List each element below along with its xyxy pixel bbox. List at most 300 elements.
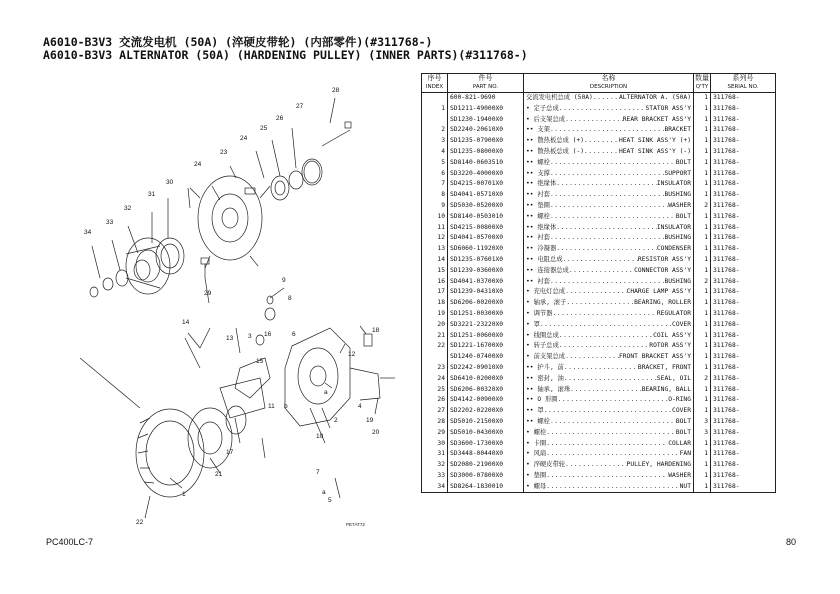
callout-24: 24 bbox=[240, 135, 248, 142]
cell-serial: 311768- bbox=[711, 190, 776, 201]
callout-30-top: 24 bbox=[194, 161, 202, 168]
cell-description bbox=[524, 374, 694, 385]
cell-index: 11 bbox=[422, 223, 448, 234]
table-row bbox=[422, 406, 776, 417]
cell-qty: 1 bbox=[694, 212, 711, 223]
table-row bbox=[422, 341, 776, 352]
table-row bbox=[422, 244, 776, 255]
table-row bbox=[422, 255, 776, 266]
cell-description bbox=[524, 309, 694, 320]
leader-dots bbox=[544, 406, 672, 417]
cell-part-no: SD1235-07601X0 bbox=[448, 255, 524, 266]
cell-qty: 1 bbox=[694, 266, 711, 277]
cell-description-cn: •• 衬套 bbox=[526, 234, 550, 242]
callout-15: 15 bbox=[256, 358, 264, 365]
cell-index: 26 bbox=[422, 395, 448, 406]
cell-description-en: COLLAR bbox=[668, 439, 691, 447]
leader-dots bbox=[550, 190, 664, 201]
cell-description-cn: •• 连接器总成 bbox=[526, 266, 569, 274]
cell-index: 29 bbox=[422, 428, 448, 439]
callout-1: 1 bbox=[182, 491, 186, 498]
header-index-en: INDEX bbox=[422, 83, 448, 93]
cell-description bbox=[524, 298, 694, 309]
cell-description-cn: • 后支架总成 bbox=[526, 115, 566, 123]
cell-description bbox=[524, 169, 694, 180]
cell-description-cn: 交流发电机总成 (50A) bbox=[526, 94, 593, 101]
cell-index: 31 bbox=[422, 449, 448, 460]
cell-index: 16 bbox=[422, 277, 448, 288]
cell-qty: 3 bbox=[694, 417, 711, 428]
cell-description-cn: •• 轴承, 滚珠 bbox=[526, 385, 571, 393]
table-row bbox=[422, 363, 776, 374]
cell-description-cn: •• 散热板总成 (+) bbox=[526, 137, 585, 145]
leader-dots bbox=[546, 471, 668, 482]
cell-serial: 311768- bbox=[711, 244, 776, 255]
cell-description bbox=[524, 104, 694, 115]
leader-dots bbox=[584, 136, 619, 147]
callout-14: 14 bbox=[182, 319, 190, 326]
cell-index: 10 bbox=[422, 212, 448, 223]
cell-description-en: BRACKET, FRONT bbox=[637, 363, 691, 371]
cell-qty: 1 bbox=[694, 244, 711, 255]
cell-serial: 311768- bbox=[711, 374, 776, 385]
cell-description-cn: • 前支架总成 bbox=[526, 353, 566, 361]
cell-index: 9 bbox=[422, 201, 448, 212]
header-qty-cn: 数量 bbox=[695, 74, 709, 82]
cell-description-cn: •• O 形圈 bbox=[526, 396, 558, 404]
callout-28: 28 bbox=[332, 87, 340, 94]
table-row bbox=[422, 190, 776, 201]
cell-description-en: CONNECTOR ASS'Y bbox=[634, 266, 691, 274]
cell-index: 23 bbox=[422, 363, 448, 374]
cell-description-en: FRONT BRACKET ASS'Y bbox=[618, 353, 691, 361]
cell-description bbox=[524, 158, 694, 169]
table-row bbox=[422, 125, 776, 136]
cell-description-cn: • 风扇 bbox=[526, 450, 547, 458]
callout-5: 5 bbox=[328, 497, 332, 504]
cell-description-cn: •• 支撑 bbox=[526, 169, 550, 177]
cell-index: 2 bbox=[422, 125, 448, 136]
cell-part-no: SD1235-07900X0 bbox=[448, 136, 524, 147]
cell-index: 33 bbox=[422, 471, 448, 482]
cell-description-cn: • 淬硬皮带轮 bbox=[526, 461, 566, 469]
cell-qty: 1 bbox=[694, 385, 711, 396]
cell-part-no: 600-821-9690 bbox=[448, 93, 524, 104]
cell-qty: 1 bbox=[694, 395, 711, 406]
leader-dots bbox=[565, 460, 626, 471]
cell-serial: 311768- bbox=[711, 428, 776, 439]
cell-qty: 2 bbox=[694, 201, 711, 212]
table-row bbox=[422, 482, 776, 493]
table-row bbox=[422, 331, 776, 342]
leader-dots bbox=[550, 158, 676, 169]
cell-part-no: SD5010-21500X0 bbox=[448, 417, 524, 428]
cell-description bbox=[524, 449, 694, 460]
cell-description bbox=[524, 395, 694, 406]
cell-description-en: O-RING bbox=[668, 396, 691, 404]
cell-qty: 1 bbox=[694, 190, 711, 201]
cell-description-cn: •• 螺栓 bbox=[526, 158, 550, 166]
cell-part-no: SD1235-08000X0 bbox=[448, 147, 524, 158]
cell-qty: 1 bbox=[694, 93, 711, 104]
leader-dots bbox=[564, 374, 657, 385]
callout-16: 16 bbox=[264, 331, 272, 338]
cell-description-en: ALTERNATOR A. (50A) bbox=[618, 94, 691, 101]
leader-dots bbox=[559, 341, 650, 352]
callout-3: 3 bbox=[248, 333, 252, 340]
cell-part-no: SD2242-09010X0 bbox=[448, 363, 524, 374]
cell-serial: 311768- bbox=[711, 266, 776, 277]
cell-part-no: SD3000-07800X0 bbox=[448, 471, 524, 482]
cell-description-en: WASHER bbox=[668, 201, 691, 209]
cell-description bbox=[524, 233, 694, 244]
cell-description-en: SEAL, OIL bbox=[656, 374, 691, 382]
leader-dots bbox=[546, 439, 668, 450]
cell-index: 32 bbox=[422, 460, 448, 471]
table-row bbox=[422, 428, 776, 439]
cell-qty: 1 bbox=[694, 363, 711, 374]
cell-description-en: BUSHING bbox=[664, 277, 691, 285]
cell-description bbox=[524, 331, 694, 342]
cell-part-no: SD4142-00900X0 bbox=[448, 395, 524, 406]
leader-dots bbox=[550, 125, 664, 136]
cell-description bbox=[524, 277, 694, 288]
cell-description-cn: •• 螺栓 bbox=[526, 417, 550, 425]
footer-page-number: 80 bbox=[786, 537, 797, 547]
cell-serial: 311768- bbox=[711, 125, 776, 136]
cell-serial: 311768- bbox=[711, 309, 776, 320]
cell-index: 20 bbox=[422, 320, 448, 331]
table-row bbox=[422, 309, 776, 320]
cell-description-en: NUT bbox=[679, 482, 691, 490]
table-row bbox=[422, 471, 776, 482]
callout-12: 12 bbox=[348, 351, 356, 358]
leader-dots bbox=[550, 212, 676, 223]
cell-part-no: SD2080-21900X0 bbox=[448, 460, 524, 471]
cell-description bbox=[524, 93, 694, 104]
table-row bbox=[422, 449, 776, 460]
cell-description-en: CHARGE LAMP ASS'Y bbox=[626, 288, 691, 296]
cell-serial: 311768- bbox=[711, 158, 776, 169]
cell-description-cn: •• 密封, 油 bbox=[526, 374, 564, 382]
cell-part-no: SD1251-00600X0 bbox=[448, 331, 524, 342]
cell-description-en: COIL ASS'Y bbox=[653, 331, 691, 339]
cell-description-cn: •• 罩 bbox=[526, 407, 544, 415]
cell-serial: 311768- bbox=[711, 93, 776, 104]
cell-serial: 311768- bbox=[711, 417, 776, 428]
leader-dots bbox=[550, 277, 664, 288]
cell-part-no: SD6410-02000X0 bbox=[448, 374, 524, 385]
cell-index: 17 bbox=[422, 287, 448, 298]
cell-index: 1 bbox=[422, 104, 448, 115]
cell-description-en: SUPPORT bbox=[664, 169, 691, 177]
callout-32: 32 bbox=[124, 205, 132, 212]
cell-description-cn: • 罩 bbox=[526, 320, 540, 328]
cell-index: 12 bbox=[422, 233, 448, 244]
leader-dots bbox=[552, 309, 656, 320]
cell-qty: 1 bbox=[694, 406, 711, 417]
cell-description bbox=[524, 212, 694, 223]
header-serial-cn: 系列号 bbox=[711, 74, 776, 84]
callout-8: 8 bbox=[288, 295, 292, 302]
cell-description-en: COVER bbox=[672, 407, 691, 415]
cell-description-en: INSULATOR bbox=[656, 180, 691, 188]
cell-part-no: SD8140-0503010 bbox=[448, 212, 524, 223]
cell-serial: 311768- bbox=[711, 320, 776, 331]
cell-description-en: FAN bbox=[679, 450, 691, 458]
cell-part-no: SD1251-00300X0 bbox=[448, 309, 524, 320]
callout-7: 7 bbox=[316, 469, 320, 476]
cell-description bbox=[524, 352, 694, 363]
leader-dots bbox=[558, 395, 669, 406]
cell-description-cn: •• 螺栓 bbox=[526, 212, 550, 220]
cell-part-no: SD1221-16700X0 bbox=[448, 341, 524, 352]
cell-serial: 311768- bbox=[711, 352, 776, 363]
cell-serial: 311768- bbox=[711, 179, 776, 190]
cell-description-cn: • 调节器 bbox=[526, 309, 553, 317]
cell-description bbox=[524, 136, 694, 147]
cell-description-cn: •• 冷凝器 bbox=[526, 245, 557, 253]
cell-part-no: SD2202-02200X0 bbox=[448, 406, 524, 417]
cell-part-no: SD4215-00701X0 bbox=[448, 179, 524, 190]
cell-description-en: REAR BRACKET ASS'Y bbox=[622, 115, 691, 123]
cell-description bbox=[524, 341, 694, 352]
cell-qty: 1 bbox=[694, 233, 711, 244]
cell-qty: 1 bbox=[694, 309, 711, 320]
cell-description bbox=[524, 223, 694, 234]
cell-qty: 1 bbox=[694, 255, 711, 266]
table-row bbox=[422, 298, 776, 309]
leader-dots bbox=[559, 104, 646, 115]
cell-qty: 1 bbox=[694, 471, 711, 482]
cell-qty: 1 bbox=[694, 179, 711, 190]
cell-serial: 311768- bbox=[711, 169, 776, 180]
cell-description bbox=[524, 471, 694, 482]
cell-index: 13 bbox=[422, 244, 448, 255]
cell-description-en: BOLT bbox=[675, 158, 691, 166]
cell-description bbox=[524, 287, 694, 298]
cell-description-cn: •• 衬套 bbox=[526, 191, 550, 199]
leader-dots bbox=[556, 244, 657, 255]
callout-19: 19 bbox=[366, 417, 374, 424]
cell-description bbox=[524, 244, 694, 255]
cell-description-en: BUSHING bbox=[664, 191, 691, 199]
cell-index: 6 bbox=[422, 169, 448, 180]
cell-part-no: SD1239-03600X0 bbox=[448, 266, 524, 277]
cell-qty: 1 bbox=[694, 341, 711, 352]
leader-dots bbox=[566, 298, 634, 309]
callout-11: 11 bbox=[268, 403, 275, 410]
cell-description-cn: • 转子总成 bbox=[526, 342, 559, 350]
cell-description bbox=[524, 482, 694, 493]
cell-part-no: SD1230-19400X0 bbox=[448, 115, 524, 126]
cell-qty: 1 bbox=[694, 287, 711, 298]
cell-description-en: BUSHING bbox=[664, 234, 691, 242]
table-row bbox=[422, 320, 776, 331]
cell-qty: 1 bbox=[694, 125, 711, 136]
cell-part-no: SD4041-03700X0 bbox=[448, 277, 524, 288]
cell-description bbox=[524, 320, 694, 331]
cell-qty: 1 bbox=[694, 320, 711, 331]
cell-description bbox=[524, 417, 694, 428]
callout-b: b bbox=[284, 403, 288, 410]
cell-serial: 311768- bbox=[711, 341, 776, 352]
table-row bbox=[422, 439, 776, 450]
leader-dots bbox=[569, 266, 634, 277]
cell-description bbox=[524, 125, 694, 136]
cell-index: 7 bbox=[422, 179, 448, 190]
cell-qty: 3 bbox=[694, 428, 711, 439]
cell-serial: 311768- bbox=[711, 201, 776, 212]
cell-description-en: HEAT SINK ASS'Y (-) bbox=[618, 147, 691, 155]
cell-serial: 311768- bbox=[711, 212, 776, 223]
cell-description-en: BOLT bbox=[675, 428, 691, 436]
cell-index: 3 bbox=[422, 136, 448, 147]
cell-description-cn: • 螺栓 bbox=[526, 428, 547, 436]
cell-index: 4 bbox=[422, 147, 448, 158]
callout-33: 33 bbox=[106, 219, 114, 226]
cell-serial: 311768- bbox=[711, 136, 776, 147]
cell-part-no: SD1239-04310X0 bbox=[448, 287, 524, 298]
cell-description bbox=[524, 385, 694, 396]
cell-serial: 311768- bbox=[711, 460, 776, 471]
leader-dots bbox=[564, 363, 638, 374]
cell-index: 5 bbox=[422, 158, 448, 169]
cell-description-cn: •• 电阻总成 bbox=[526, 255, 563, 263]
cell-qty: 1 bbox=[694, 352, 711, 363]
cell-description-cn: •• 绝缘体 bbox=[526, 223, 557, 231]
cell-description-cn: •• 绝缘体 bbox=[526, 180, 557, 188]
leader-dots bbox=[556, 179, 657, 190]
leader-dots bbox=[565, 115, 623, 126]
cell-part-no: SD5030-05200X0 bbox=[448, 201, 524, 212]
cell-index: 22 bbox=[422, 341, 448, 352]
callout-22: 22 bbox=[136, 519, 144, 526]
callout-26: 26 bbox=[276, 115, 284, 122]
cell-description-en: WASHER bbox=[668, 471, 691, 479]
cell-serial: 311768- bbox=[711, 482, 776, 493]
table-row bbox=[422, 352, 776, 363]
cell-index: 30 bbox=[422, 439, 448, 450]
table-row bbox=[422, 201, 776, 212]
table-row bbox=[422, 460, 776, 471]
table-row bbox=[422, 395, 776, 406]
cell-part-no: SD3448-00440X0 bbox=[448, 449, 524, 460]
cell-description-en: BOLT bbox=[675, 417, 691, 425]
table-row bbox=[422, 104, 776, 115]
cell-description bbox=[524, 363, 694, 374]
cell-serial: 311768- bbox=[711, 147, 776, 158]
cell-part-no: SD1211-49000X0 bbox=[448, 104, 524, 115]
cell-part-no: SD8140-0603510 bbox=[448, 158, 524, 169]
cell-serial: 311768- bbox=[711, 439, 776, 450]
cell-description-cn: •• 支架 bbox=[526, 126, 550, 134]
cell-index: 25 bbox=[422, 385, 448, 396]
cell-qty: 2 bbox=[694, 374, 711, 385]
cell-description-en: STATOR ASS'Y bbox=[645, 104, 691, 112]
cell-description bbox=[524, 255, 694, 266]
callout-a2: a bbox=[322, 489, 326, 496]
cell-serial: 311768- bbox=[711, 277, 776, 288]
leader-dots bbox=[584, 147, 619, 158]
cell-description-cn: • 充电灯总成 bbox=[526, 288, 566, 296]
leader-dots bbox=[550, 169, 664, 180]
callout-4: 4 bbox=[358, 403, 362, 410]
cell-description bbox=[524, 147, 694, 158]
page-title-en: A6010-B3V3 ALTERNATOR (50A) (HARDENING PULLEY) (INNER PARTS)(#311768-) bbox=[43, 48, 528, 62]
front-bracket bbox=[190, 176, 270, 268]
exploded-view-diagram bbox=[60, 78, 410, 538]
table-row bbox=[422, 266, 776, 277]
cell-serial: 311768- bbox=[711, 449, 776, 460]
cell-part-no: SD4041-05710X0 bbox=[448, 190, 524, 201]
cell-description-en: BRACKET bbox=[664, 126, 691, 134]
callout-30: 30 bbox=[166, 179, 174, 186]
cell-index: 8 bbox=[422, 190, 448, 201]
cell-serial: 311768- bbox=[711, 406, 776, 417]
cell-index: 27 bbox=[422, 406, 448, 417]
callout-18: 18 bbox=[372, 327, 380, 334]
cell-part-no: SD8264-1830010 bbox=[448, 482, 524, 493]
page-title-cn: A6010-B3V3 交流发电机 (50A) (淬硬皮带轮) (内部零件)(#311768-) bbox=[43, 35, 433, 49]
cell-qty: 1 bbox=[694, 104, 711, 115]
cell-qty: 1 bbox=[694, 223, 711, 234]
cell-description-en: BOLT bbox=[675, 212, 691, 220]
cell-serial: 311768- bbox=[711, 395, 776, 406]
cell-description-en: HEAT SINK ASS'Y (+) bbox=[618, 137, 691, 145]
leader-dots bbox=[556, 223, 657, 234]
cell-description bbox=[524, 406, 694, 417]
leader-dots bbox=[550, 201, 668, 212]
cell-serial: 311768- bbox=[711, 471, 776, 482]
table-row bbox=[422, 179, 776, 190]
cell-index: 24 bbox=[422, 374, 448, 385]
cell-serial: 311768- bbox=[711, 104, 776, 115]
callout-23: 23 bbox=[220, 149, 228, 156]
cell-description bbox=[524, 428, 694, 439]
header-serial-en: SERIAL NO. bbox=[711, 83, 776, 93]
cell-qty: 2 bbox=[694, 277, 711, 288]
header-index-cn: 序号 bbox=[422, 74, 448, 84]
cell-description bbox=[524, 266, 694, 277]
callout-29: 29 bbox=[204, 290, 212, 297]
table-row bbox=[422, 93, 776, 104]
callout-a1: a bbox=[324, 389, 328, 396]
cell-description bbox=[524, 439, 694, 450]
cell-description bbox=[524, 115, 694, 126]
header-desc-en: DESCRIPTION bbox=[524, 83, 694, 93]
header-part-en: PART NO. bbox=[448, 83, 524, 93]
cell-description-cn: • 垫圈 bbox=[526, 471, 547, 479]
table-row bbox=[422, 136, 776, 147]
leader-dots bbox=[559, 331, 653, 342]
cell-serial: 311768- bbox=[711, 255, 776, 266]
leader-dots bbox=[550, 233, 664, 244]
cell-description-cn: • 卡圈 bbox=[526, 439, 547, 447]
cell-serial: 311768- bbox=[711, 363, 776, 374]
leader-dots bbox=[563, 255, 638, 266]
callout-6: 6 bbox=[292, 331, 296, 338]
cell-index: 34 bbox=[422, 482, 448, 493]
table-row bbox=[422, 169, 776, 180]
leader-dots bbox=[550, 417, 676, 428]
leader-dots bbox=[565, 287, 626, 298]
cell-part-no: SD5010-04300X0 bbox=[448, 428, 524, 439]
cell-description bbox=[524, 190, 694, 201]
cell-qty: 1 bbox=[694, 439, 711, 450]
cell-description bbox=[524, 179, 694, 190]
header-part-cn: 件号 bbox=[448, 74, 524, 84]
